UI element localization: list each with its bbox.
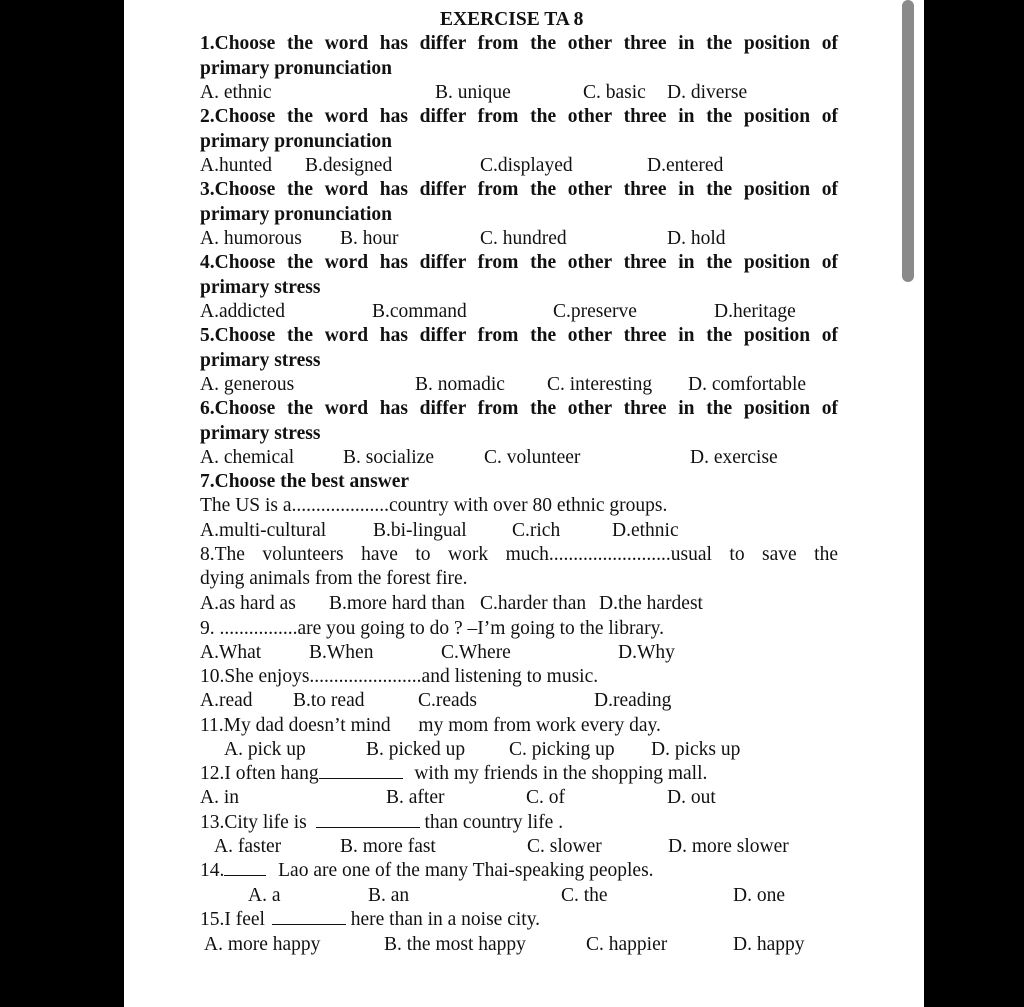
question-13-stem: [200, 811, 563, 835]
question-8-option-c: C.harder than: [480, 593, 587, 614]
question-2-stem: 2.Choose the word has differ from the other three in the position of: [200, 106, 838, 127]
question-7-option-d: D.ethnic: [612, 520, 679, 541]
question-12-stem: [200, 762, 707, 786]
question-11-stem-end: my mom from work every day.: [418, 715, 661, 736]
question-9-stem: 9. ................are you going to do ? –I’m going to the library.: [200, 618, 664, 639]
question-2-option-c: C.displayed: [480, 155, 573, 176]
question-3-stem-cont: primary pronunciation: [200, 204, 392, 225]
question-2-option-a: A.hunted: [200, 155, 273, 176]
question-10-option-d: D.reading: [594, 690, 672, 711]
question-13-option-c: C. slower: [527, 836, 602, 857]
question-14-stem-start: 14.: [200, 860, 225, 881]
question-5-option-c: C. interesting: [547, 374, 653, 395]
question-11-option-b: B. picked up: [366, 739, 466, 760]
question-1-option-b: B. unique: [435, 82, 511, 103]
question-12-option-d: D. out: [667, 787, 716, 808]
question-1-option-a: A. ethnic: [200, 82, 272, 103]
scrollbar-thumb[interactable]: [902, 0, 914, 282]
question-4-option-c: C.preserve: [553, 301, 637, 322]
question-8-option-d: D.the hardest: [599, 593, 703, 614]
question-3-option-d: D. hold: [667, 228, 726, 249]
question-2-stem-cont: primary pronunciation: [200, 131, 392, 152]
question-12-option-b: B. after: [386, 787, 445, 808]
question-9-option-b: B.When: [309, 642, 374, 663]
page-title: EXERCISE TA 8: [440, 9, 584, 30]
question-13-option-a: A. faster: [214, 836, 282, 857]
question-12-option-c: C. of: [526, 787, 565, 808]
question-13-blank: [316, 811, 420, 828]
question-1-option-d: D. diverse: [667, 82, 748, 103]
question-4-option-a: A.addicted: [200, 301, 286, 322]
question-5-stem-cont: primary stress: [200, 350, 321, 371]
question-10-stem: 10.She enjoys.......................and listening to music.: [200, 666, 599, 687]
question-3-stem: 3.Choose the word has differ from the other three in the position of: [200, 179, 838, 200]
question-11-option-d: D. picks up: [651, 739, 741, 760]
question-14-option-a: A. a: [248, 885, 281, 906]
question-15-option-d: D. happy: [733, 934, 805, 955]
question-6-stem-cont: primary stress: [200, 423, 321, 444]
question-3-option-b: B. hour: [340, 228, 399, 249]
question-1-option-c: C. basic: [583, 82, 646, 103]
question-7-option-b: B.bi-lingual: [373, 520, 467, 541]
question-6-stem: 6.Choose the word has differ from the other three in the position of: [200, 398, 838, 419]
question-11-option-a: A. pick up: [224, 739, 306, 760]
question-9-option-c: C.Where: [441, 642, 511, 663]
question-13-stem-start: 13.City life is: [200, 812, 307, 833]
question-8-option-b: B.more hard than: [329, 593, 465, 614]
question-12-blank: [319, 762, 403, 779]
question-14-option-d: D. one: [733, 885, 785, 906]
question-5-stem: 5.Choose the word has differ from the other three in the position of: [200, 325, 838, 346]
question-15-option-b: B. the most happy: [384, 934, 526, 955]
question-4-option-d: D.heritage: [714, 301, 796, 322]
question-15-option-a: A. more happy: [204, 934, 321, 955]
scrollbar-track[interactable]: [894, 0, 924, 1007]
question-1-stem: 1.Choose the word has differ from the other three in the position of: [200, 33, 838, 54]
question-12-stem-start: 12.I often hang: [200, 763, 319, 784]
question-14-blank: [224, 859, 266, 876]
question-11-stem-start: 11.My dad doesn’t mind: [200, 715, 391, 736]
question-5-option-a: A. generous: [200, 374, 295, 395]
question-14-option-b: B. an: [368, 885, 410, 906]
question-4-option-b: B.command: [372, 301, 467, 322]
question-8-stem: 8.The volunteers have to work much.........................usual to save the: [200, 544, 838, 565]
question-7-option-c: C.rich: [512, 520, 561, 541]
question-1-stem-cont: primary pronunciation: [200, 58, 392, 79]
question-4-stem-cont: primary stress: [200, 277, 321, 298]
question-6-option-a: A. chemical: [200, 447, 295, 468]
question-15-stem-end: here than in a noise city.: [350, 909, 541, 930]
question-15-blank: [272, 908, 346, 925]
question-9-option-a: A.What: [200, 642, 262, 663]
question-15-option-c: C. happier: [586, 934, 668, 955]
question-7-stem: The US is a....................country with over 80 ethnic groups.: [200, 495, 668, 516]
question-13-option-b: B. more fast: [340, 836, 436, 857]
question-13-option-d: D. more slower: [668, 836, 789, 857]
question-7-heading: 7.Choose the best answer: [200, 471, 410, 492]
question-13-stem-end: than country life .: [424, 812, 564, 833]
question-3-option-a: A. humorous: [200, 228, 302, 249]
question-10-option-a: A.read: [200, 690, 253, 711]
question-2-option-b: B.designed: [305, 155, 393, 176]
question-15-stem-start: 15.I feel: [200, 909, 265, 930]
question-6-option-c: C. volunteer: [484, 447, 581, 468]
question-12-stem-end: with my friends in the shopping mall.: [414, 763, 708, 784]
question-8-option-a: A.as hard as: [200, 593, 296, 614]
question-5-option-d: D. comfortable: [688, 374, 807, 395]
question-11-stem: [200, 714, 661, 738]
question-6-option-d: D. exercise: [690, 447, 778, 468]
question-3-option-c: C. hundred: [480, 228, 567, 249]
question-11-option-c: C. picking up: [509, 739, 615, 760]
question-4-stem: 4.Choose the word has differ from the other three in the position of: [200, 252, 838, 273]
question-12-option-a: A. in: [200, 787, 239, 808]
question-6-option-b: B. socialize: [343, 447, 434, 468]
question-14-stem: [200, 859, 654, 883]
question-7-option-a: A.multi-cultural: [200, 520, 327, 541]
question-9-option-d: D.Why: [618, 642, 675, 663]
question-10-option-b: B.to read: [293, 690, 365, 711]
question-10-option-c: C.reads: [418, 690, 478, 711]
question-5-option-b: B. nomadic: [415, 374, 505, 395]
question-8-stem-cont: dying animals from the forest fire.: [200, 568, 468, 589]
question-14-stem-end: Lao are one of the many Thai-speaking peoples.: [278, 860, 654, 881]
question-14-option-c: C. the: [561, 885, 608, 906]
question-15-stem: [200, 908, 540, 932]
question-2-option-d: D.entered: [647, 155, 724, 176]
